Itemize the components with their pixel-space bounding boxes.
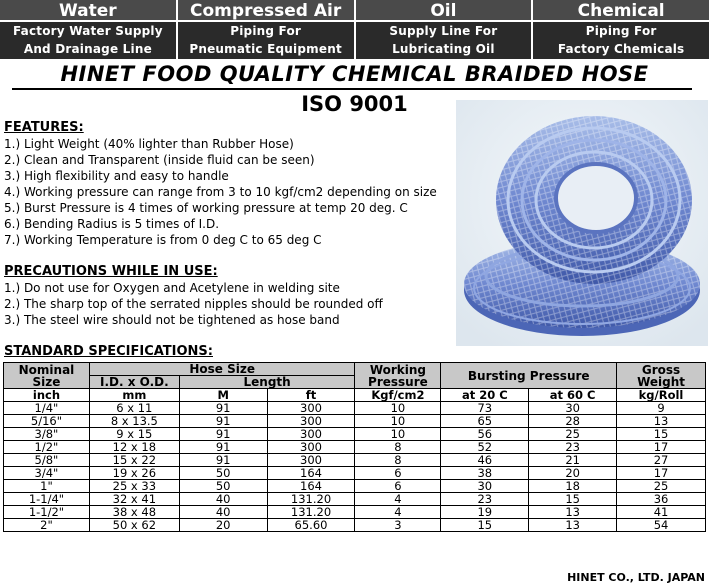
- table-cell: 13: [617, 415, 706, 428]
- table-cell: 3/8": [4, 428, 90, 441]
- table-cell: 18: [529, 480, 617, 493]
- table-cell: 17: [617, 467, 706, 480]
- banner-category: Oil: [356, 0, 532, 22]
- unit-cell: Kgf/cm2: [355, 389, 441, 402]
- units-row: [4, 389, 706, 402]
- banner-category: Chemical: [533, 0, 709, 22]
- table-cell: 46: [441, 454, 529, 467]
- table-cell: 73: [441, 402, 529, 415]
- feature-item: 4.) Working pressure can range from 3 to 10 kgf/cm2 depending on size: [4, 185, 437, 199]
- unit-cell: ft: [267, 389, 355, 402]
- col-header-working-pressure: Working Pressure: [355, 363, 441, 389]
- page-title: HINET FOOD QUALITY CHEMICAL BRAIDED HOSE: [60, 62, 649, 86]
- table-cell: 300: [267, 415, 355, 428]
- table-cell: 30: [441, 480, 529, 493]
- col-header-id-od: I.D. x O.D.: [89, 376, 179, 389]
- feature-item: 6.) Bending Radius is 5 times of I.D.: [4, 217, 220, 231]
- specs-heading: STANDARD SPECIFICATIONS:: [4, 344, 213, 359]
- unit-cell: at 20 C: [441, 389, 529, 402]
- table-cell: 56: [441, 428, 529, 441]
- table-cell: 131.20: [267, 493, 355, 506]
- table-cell: 9 x 15: [89, 428, 179, 441]
- table-cell: 164: [267, 467, 355, 480]
- table-cell: 38: [441, 467, 529, 480]
- banner-desc-line2: And Drainage Line: [23, 42, 152, 56]
- features-heading: FEATURES:: [4, 120, 84, 135]
- precaution-item: 1.) Do not use for Oxygen and Acetylene in welding site: [4, 281, 340, 295]
- table-cell: 1/4": [4, 402, 90, 415]
- table-cell: 10: [355, 402, 441, 415]
- table-cell: 65.60: [267, 519, 355, 532]
- hose-coil-image: [456, 100, 708, 346]
- table-row: [4, 415, 706, 428]
- table-cell: 91: [179, 402, 267, 415]
- banner-desc-line1: Supply Line For: [389, 24, 498, 38]
- table-cell: 27: [617, 454, 706, 467]
- banner-desc-line1: Factory Water Supply: [12, 24, 163, 38]
- certification-label: ISO 9001: [301, 92, 408, 116]
- table-cell: 36: [617, 493, 706, 506]
- table-cell: 2": [4, 519, 90, 532]
- table-cell: 65: [441, 415, 529, 428]
- table-row: [4, 519, 706, 532]
- table-cell: 38 x 48: [89, 506, 179, 519]
- table-cell: 40: [179, 493, 267, 506]
- precaution-item: 2.) The sharp top of the serrated nipples should be rounded off: [4, 297, 383, 311]
- table-cell: 164: [267, 480, 355, 493]
- banner-desc-line1: Piping For: [230, 24, 302, 38]
- unit-cell: at 60 C: [529, 389, 617, 402]
- table-cell: 20: [179, 519, 267, 532]
- precautions-list: [4, 280, 383, 328]
- table-cell: 30: [529, 402, 617, 415]
- table-cell: 15: [529, 493, 617, 506]
- table-cell: 300: [267, 402, 355, 415]
- table-cell: 6: [355, 480, 441, 493]
- unit-cell: inch: [4, 389, 90, 402]
- table-cell: 1-1/4": [4, 493, 90, 506]
- table-row: [4, 480, 706, 493]
- table-cell: 13: [529, 506, 617, 519]
- table-cell: 3: [355, 519, 441, 532]
- application-banner: [0, 0, 709, 59]
- col-header-hose-size: Hose Size: [89, 363, 355, 376]
- col-header-gross-weight: Gross Weight: [617, 363, 706, 389]
- table-cell: 91: [179, 441, 267, 454]
- table-cell: 8: [355, 441, 441, 454]
- table-cell: 1/2": [4, 441, 90, 454]
- table-cell: 8: [355, 454, 441, 467]
- table-cell: 4: [355, 506, 441, 519]
- table-cell: 19 x 26: [89, 467, 179, 480]
- feature-item: 3.) High flexibility and easy to handle: [4, 169, 229, 183]
- table-cell: 6 x 11: [89, 402, 179, 415]
- table-cell: 91: [179, 428, 267, 441]
- table-cell: 32 x 41: [89, 493, 179, 506]
- feature-item: 2.) Clean and Transparent (inside fluid can be seen): [4, 153, 315, 167]
- table-cell: 23: [441, 493, 529, 506]
- table-row: [4, 493, 706, 506]
- feature-item: 1.) Light Weight (40% lighter than Rubber Hose): [4, 137, 294, 151]
- banner-col-oil: [356, 0, 534, 59]
- table-cell: 19: [441, 506, 529, 519]
- banner-col-water: [0, 0, 178, 59]
- table-row: [4, 428, 706, 441]
- unit-cell: M: [179, 389, 267, 402]
- banner-desc-line2: Factory Chemicals: [557, 42, 685, 56]
- table-cell: 25: [617, 480, 706, 493]
- table-cell: 25 x 33: [89, 480, 179, 493]
- banner-category: Water: [0, 0, 176, 22]
- table-cell: 28: [529, 415, 617, 428]
- table-cell: 300: [267, 441, 355, 454]
- banner-desc-line2: Lubricating Oil: [392, 42, 495, 56]
- table-cell: 12 x 18: [89, 441, 179, 454]
- table-cell: 50 x 62: [89, 519, 179, 532]
- table-cell: 20: [529, 467, 617, 480]
- banner-col-compressed-air: [178, 0, 356, 59]
- banner-desc-line2: Pneumatic Equipment: [189, 42, 342, 56]
- table-cell: 40: [179, 506, 267, 519]
- table-cell: 300: [267, 428, 355, 441]
- table-cell: 52: [441, 441, 529, 454]
- table-row: [4, 441, 706, 454]
- table-cell: 5/16": [4, 415, 90, 428]
- table-cell: 41: [617, 506, 706, 519]
- table-cell: 300: [267, 454, 355, 467]
- table-cell: 54: [617, 519, 706, 532]
- table-cell: 15: [617, 428, 706, 441]
- table-row: [4, 454, 706, 467]
- feature-item: 7.) Working Temperature is from 0 deg C to 65 deg C: [4, 233, 322, 247]
- table-cell: 91: [179, 454, 267, 467]
- unit-cell: mm: [89, 389, 179, 402]
- title-underline: [12, 88, 692, 90]
- table-cell: 9: [617, 402, 706, 415]
- banner-category: Compressed Air: [178, 0, 354, 22]
- table-cell: 3/4": [4, 467, 90, 480]
- table-row: [4, 402, 706, 415]
- table-row: [4, 467, 706, 480]
- unit-cell: kg/Roll: [617, 389, 706, 402]
- table-cell: 15 x 22: [89, 454, 179, 467]
- table-cell: 50: [179, 467, 267, 480]
- table-row: [4, 506, 706, 519]
- precautions-heading: PRECAUTIONS WHILE IN USE:: [4, 264, 218, 279]
- table-cell: 10: [355, 415, 441, 428]
- banner-desc-line1: Piping For: [585, 24, 657, 38]
- table-cell: 15: [441, 519, 529, 532]
- table-cell: 4: [355, 493, 441, 506]
- table-cell: 23: [529, 441, 617, 454]
- col-header-length: Length: [179, 376, 355, 389]
- table-cell: 17: [617, 441, 706, 454]
- table-cell: 91: [179, 415, 267, 428]
- company-footer: HINET CO., LTD. JAPAN: [567, 571, 705, 584]
- col-header-bursting-pressure: Bursting Pressure: [441, 363, 617, 389]
- table-cell: 1": [4, 480, 90, 493]
- table-cell: 6: [355, 467, 441, 480]
- precaution-item: 3.) The steel wire should not be tightened as hose band: [4, 313, 340, 327]
- table-cell: 5/8": [4, 454, 90, 467]
- features-list: [4, 136, 437, 248]
- banner-col-chemical: [533, 0, 709, 59]
- table-cell: 21: [529, 454, 617, 467]
- table-cell: 8 x 13.5: [89, 415, 179, 428]
- specifications-table: [3, 362, 706, 532]
- table-cell: 1-1/2": [4, 506, 90, 519]
- table-cell: 50: [179, 480, 267, 493]
- table-cell: 13: [529, 519, 617, 532]
- feature-item: 5.) Burst Pressure is 4 times of working pressure at temp 20 deg. C: [4, 201, 408, 215]
- table-cell: 25: [529, 428, 617, 441]
- table-cell: 131.20: [267, 506, 355, 519]
- table-cell: 10: [355, 428, 441, 441]
- col-header-nominal-size: Nominal Size: [4, 363, 90, 389]
